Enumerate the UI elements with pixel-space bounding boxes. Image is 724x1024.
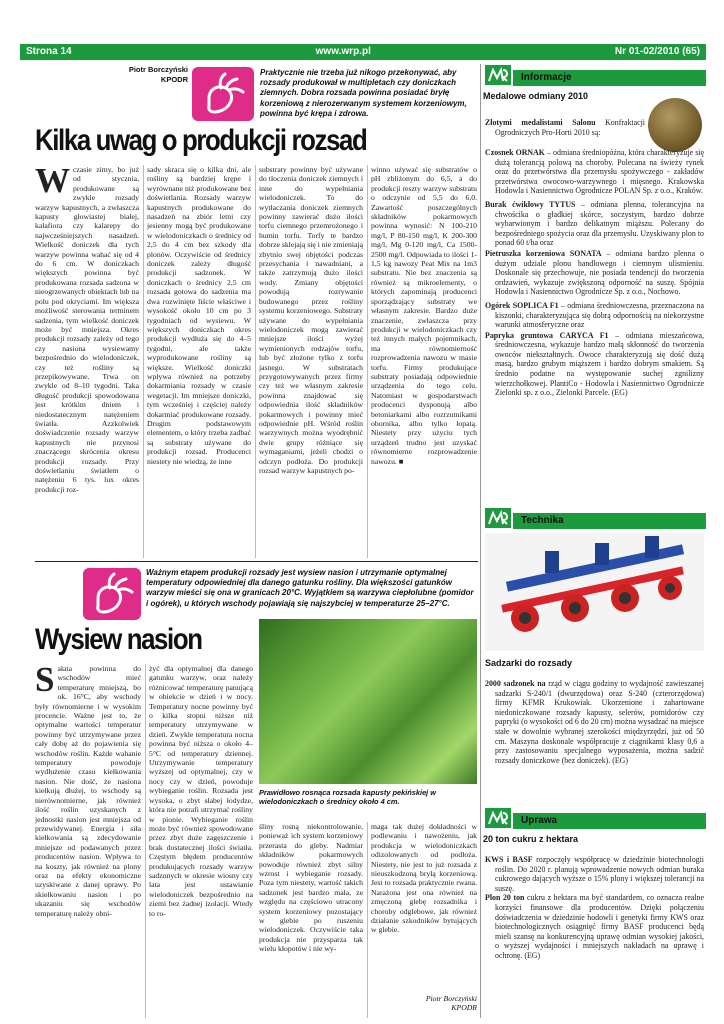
photo-caption: Prawidłowo rosnąca rozsada kapusty pekińskiej w wielodoniczkach o średnicy około 4 cm. — [259, 788, 437, 806]
article2-signature: Piotr Borczyński KPODR — [425, 994, 477, 1013]
tech-subhead: Sadzarki do rozsady — [485, 658, 573, 668]
medal-item: Burak ćwikłowy TYTUS – odmiana plenna, tolerancyjna na chwościka o gładkiej skórce, soczystym, bardzo dobrze wybarwionym i bardzo delikatnym miąższu. Polecany do bezpośredniego spożycia oraz dla przemysłu. Uzyskiwany plon to ponad 60 t/ha oraz — [485, 199, 704, 248]
tech-section — [483, 513, 706, 529]
article1-col4: winno używać się substratów o pH zbliżonym do 6,5, a do produkcji reszty warzyw substratu o odczynie od 5,5 do 6,0. Zawartość poszczególnych składników pokarmowych powinna wynosić: N 100-210 mg/l, P 80-150 mg/l, K 200-300 mg/l, Mg 0-120 mg/l, Ca 1500-2500 mg/l. Odpowiada to ilości 1-1,5 kg nawozy Peat Mix na 1m3 substratu. Nie bez znaczenia są również są mikroelementy, o których zapominają producenci sporządzający substraty we własnym zakresie. Bardzo duże znaczenie, zwłaszcza przy produkcji w wielodoniczkach czy też innych małych pojemnikach, ma równomierność rozprowadzenia nawozu w masie torfu. Firmy produkujące substraty posiadają odpowiednie urządzenia do tego celu. Natomiast w gospodarstwach producenci dysponują albo betoniarkami albo rozrzutnikami obornika, albo tylko łopatą. Niestety przy użyciu tych urządzeń trudno jest uzyskać równomierne rozprowadzenie nawozu. ■ — [371, 165, 477, 466]
article2-col3: śliny rosną niekontrolowanie, ponieważ ich system korzeniowy przerasta do gleby. Nadmiar składników pokarmowych powoduje również zbyt silny wzrost i wybieganie rozsady. Poza tym niestety, wartość takich sadzonek jest bardzo mała, ze względu na częściowo utracony system korzeniowy pozostający w glebie po ruszeniu wielodoniczek. Oczywiście taka produkcja nie przysparza tak wielu kłopotów i nie wy- — [259, 822, 363, 954]
drop-cap: W — [35, 165, 70, 200]
seedling-photo — [259, 619, 477, 784]
article1-col3: substraty powinny być używane do tłoczenia doniczek ziemnych i inne do wypełniania wielodoniczek. To do wytłaczania doniczek ziemnych powinny zawierać dużo iłości torfu ciemnego przemrożonego i humin torfu. Torfy te bardzo dobrze sklejają się i nie zmieniają zbytnio swej objętości podczas przesychania i nawadniani, a także zatrzymują dużo ilości wody. Zmiany objętości powodują rozrywanie budowanego przez rośliny systemu korzeniowego. Substraty używane do wypełniania wielodoniczek mogą zawierać mniejsze ilości wyżej wymienionych rodzajów torfu, lub być złożone tylko z torfu jasnego. W substratach przygotowywanych przez firmy czy też we własnym zakresie powinna znajdować się odpowiednia ilość składników pokarmowych i powinny mieć odpowiednie pH. Wśród roślin warzywnych można wyodrębnić dwie grupy różniące się wymaganiami, jeżeli chodzi o odczyn podłoża. Do produkcji rozsad warzyw kapustnych po- — [259, 165, 363, 475]
mr-logo-icon — [483, 63, 513, 87]
medal-image — [648, 98, 702, 152]
article2-lead: Ważnym etapem produkcji rozsady jest wysiew nasion i utrzymanie optymalnej temperatury odpowiedniej dla danego gatunku rośliny. Dla większości gatunków warzyw mieści się ona w granicach 20°C. Wyjątkiem są warzywa ciepłolubne (pomidor i ogórek), u których wschody pojawiają się najszybciej w temperaturze 25–27°C. — [146, 568, 474, 608]
medal-list — [485, 148, 704, 398]
info-subhead: Medalowe odmiany 2010 — [483, 91, 589, 101]
beet-icon — [199, 72, 247, 116]
article1-title: Kilka uwag o produkcji rozsad — [35, 124, 367, 157]
issue-number: Nr 01-02/2010 (65) — [614, 46, 700, 57]
beet-icon — [88, 572, 136, 616]
medal-item: Papryka gruntowa CARYCA F1 – odmiana mieszańcowa, średniowczesna, wykazuje bardzo małą skłonność do tworzenia owoców niekształtnych. Owoce charakteryzują się dość dużą masą, bardzo grubym miąższem i bardzo dobrym smakiem. Są średnio podatne na występowanie suchej zgnilizny wierzchołkowej. PlantiCo - Hodowla i Nasiennictwo Ogrodnicze Zielonki sp. z o.o., Zielonki Parcele. (EG) — [485, 330, 704, 398]
medal-item: Czosnek ORNAK – odmiana średniopóźna, która charakteryzuje się dużą tolerancją polową na choroby. Polecana na świeży rynek oraz do przetwórstwa dla przemysłu spożywczego - zakładów przetwórstwa owocowo-warzywnego i mięsnego. Krakowska Hodowla i Nasiennictwo Ogrodnicze POLAN Sp. z o.o., Kraków. — [485, 148, 705, 196]
planter-machine-image — [485, 533, 704, 651]
tech-text: 2000 sadzonek na rząd w ciągu godziny to wydajność zawieszanej sadzarki S-240/1 (dwurzędowa) oraz S-240 (czterorzędowa) firmy KFMR Krukowiak. Ukorzenione i zahartowane niedoniczkowane rozsady kapusty, selerów, pomidorów czy papryki (o wysokości od 6 do 20 cm) można wysadzać na miejsce stałe w dowolnie wybranej szerokości międzyrzędzi, już od 50 cm. Maszyna doskonale współpracuje z ciągnikami klasy 0,6 a przy zastosowaniu specjalnego wyposażenia, można sadzić rozsady doniczkowe (bez doniczek). (EG) — [485, 679, 704, 765]
info-intro: Złotymi medalistami Salonu Konfraktacji Ogrodniczych Pro-Horti 2010 są: — [485, 118, 645, 137]
page-number: Strona 14 — [26, 46, 72, 57]
mr-logo-icon — [483, 506, 513, 530]
info-header: Informacje — [483, 70, 706, 86]
article1-author: Piotr Borczyński KPODR — [128, 65, 188, 84]
medal-item: Pietruszka korzeniowa SONATA – odmiana bardzo plenna o dużym udziale plonu handlowego i ciemnym ulistnieniu. Doskonale się przechowuje, nie posiada tendencji do tworzenia ordzawień, wykazuje zwiększoną odporność na suszę. Spójnia Hodowla i Nasiennictwo Ogrodnicze Sp. z o.o., Nochowo. — [485, 248, 704, 297]
mr-logo-icon — [483, 806, 513, 830]
article2-col2: żyć dla optymalnej dla danego gatunku warzyw, oraz należy różnicować temperaturę panującą w obiekcie w dzień i w nocy. Temperatury nocne powinny być o kilka stopni niższe niż temperatury utrzymywane w dzień. Zwykle temperatura nocna powinna być niższa o około 4–5°C od temperatury dziennej. Utrzymywanie temperatury wyższej od optymalnej, czy w nocy czy w dzień, powoduje wybieganie roślin. Rozsada jest wysoka, o zbyt słabej łodydze, która nie potrafi utrzymać rośliny w pionie. Wybieganie roślin może być również spowodowane przez zbyt duże zagęszczenie i brak dostatecznej ilości światła. Częstym błędem producentów produkujących rozsady warzyw sadzonych w okresie wiosny czy lata jest ustawianie wielodoniczek bezpośrednio na ziemi bez żadnej izolacji. Wtedy to ro- — [149, 664, 253, 918]
beet-logo-2 — [83, 568, 141, 620]
article2-col1: Sałata powinna do wschodów mieć temperaturę mniejszą, bo ok. 16°C, aby wschody były równomierne i w wysokim procencie. Ważne jest to, że optymalne wartości temperatur powinny być utrzymywane przez cały dobę aż do pojawienia się wschodów roślin. Każde wahanie temperatury powoduje wydłużenie czasu kiełkowania nasion. Nie dość, że nasiona kiełkują dłużej, to wschody są nierównomierne, jak również ilość roślin uzyskanych z jednostki nasion jest mniejsza od przewidywanej. Energia i siła kiełkowania są zdecydowanie mniejsze od podawanych przez producentów nasion. Wpływa to na koszty, jak również na plony oraz na efekty ekonomiczne uzyskiwane z danej uprawy. Po skiełkowaniu nasion i po ukazaniu się wschodów temperaturę należy obni- — [35, 664, 141, 918]
beet-logo — [192, 67, 254, 121]
site-url[interactable]: www.wrp.pl — [315, 46, 371, 57]
article1-lead: Praktycznie nie trzeba już nikogo przekonywać, aby rozsady produkował w multipletach czy doniczkach ziemnych. Dobra rozsada powinna posiadać bryłę korzeniową z nierozerwanym systemem korzeniowym, powinna być krępa i zdrowa. — [260, 68, 467, 118]
page-header-bar — [20, 44, 706, 60]
uprawa-text: KWS i BASF rozpoczęły współpracę w dziedzinie biotechnologii roślin. Do 2020 r. planują wprowadzenie nowych odmian buraka cukrowego dających wyższe o 15% plony i większej tolerancji na suszę. Plon 20 ton cukru z hektara ma być standardem, co oznacza realne korzyści finansowe dla producentów. Dzięki połączeniu doświadczenia w dziedzinie hodowli i genetyki firmy KWS oraz biotechnologicznych osiągnięć firmy BASF producenci będą mieli szansę na konkurencyjną uprawę odmian wysokiej jakości, o wyższej wydajności i mniejszych nakładach na uprawę i ochronę. (EG) — [485, 855, 705, 960]
article1-col1: Wczasie zimy, bo już od stycznia, produkowane są zwykle rozsady warzyw kapustnych, a zwłaszcza kapusty głowiastej białej, kalafiora czy kalarepy do najwcześniejszych nasadzeń. Wielkość doniczek dla tych warzyw powinna wahać się od 4 do 6 cm. W doniczkach większych powinna być produkowana rozsada sadzona w nieogrzewanych obiektach lub na polu pod okryciami. Im większa możliwość sterowania terminem sadzenia, tym wielkość doniczek może być mniejsza. Okres produkcji rozsady zależy od tego czy nasiona wysiewamy bezpośrednio do wielodoniczek, czy też rośliny są przepikowywane. Trwa on zwykle od 8–10 tygodni. Taka długość produkcji spowodowana jest krótkim dniem i niedostatecznym natężeniem światła. Azzkolwiek doświadczenie rozsady warzyw kapustnych nie przynosi znaczącego skrócenia okresu produkcji rozsady. Przy doświetlaniu światłem o natężeniu 6 tys. lux okres produkcji roz- — [35, 165, 139, 494]
medal-item: Ogórek SOPLICA F1 – odmiana średniowczesna, przeznaczona na kiszonki, charakteryzująca się dobrą odpornością na niekorzystne warunki atmosferyczne oraz — [485, 300, 704, 330]
article2-title: Wysiew nasion — [35, 623, 202, 656]
article1-col2: sady skraca się o kilka dni, ale rośliny są bardziej krępe i wyrównane niż produkowane bez doświetlania. Rozsady warzyw kapustnych produkowane do nasadzeń na zbiór letni czy jesienny mogą być produkowane w wielodoniczkach o średnicy od 2,5 do 4 cm bez szkody dla plonów. Oczywiście od średnicy doniczek zależy długość produkcji sadzonek. W doniczkach o średnicy 2,5 cm rozsada gotowa do sadzenia ma dwa rozwinięte liście właściwe i wysokość około 10 cm po 3 tygodniach od wysiewu. W większych doniczkach okres produkcji wydłuża się do 4–5 tygodni, ale także wyprodukowane rośliny są większe. Wielkość doniczki wpływa również na potrzeby dokarmiania rozsady w czasie wegetacji. Im mniejsze doniczki, tym wcześniej i częściej należy dokarmiać produkowane rozsady. Drugim podstawowym elementem, o który trzeba zadbać są substraty używane do produkcji rozsad. Producenci niestety nie wiedzą, że inne — [147, 165, 251, 466]
uprawa-header: Uprawa — [483, 813, 706, 829]
tech-header: Technika — [483, 513, 706, 529]
article2-col4: maga tak dużej dokładności w podlewaniu i nawożeniu, jak produkcja w wielodoniczkach odizolowanych od podłoża. Niestety, nie jest to już rozsada z nieuszkodzoną bryłą korzeniową. Jest to rozsada praktycznie rwana. Narażona jest ona również na zmęczoną glebę rozsadnika i choroby odglebowe, jak również działanie szkodników bytujących w glebie. — [371, 822, 477, 935]
uprawa-subhead: 20 ton cukru z hektara — [483, 834, 579, 844]
drop-cap: S — [35, 664, 55, 699]
uprawa-section — [483, 813, 706, 845]
